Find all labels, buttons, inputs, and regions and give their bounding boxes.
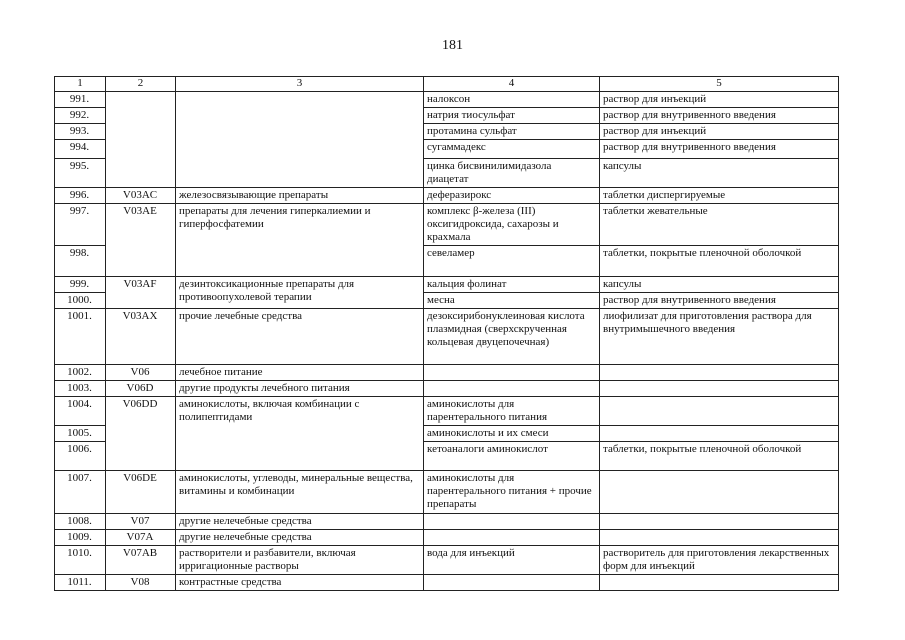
atc-code: V07 <box>106 514 176 530</box>
dosage-form: таблетки, покрытые пленочной оболочкой <box>600 442 839 471</box>
column-header: 2 <box>106 77 176 92</box>
drug-name: комплекс β-железа (III) оксигидроксида, сахарозы и крахмала <box>424 204 600 246</box>
row-number: 1008. <box>55 514 106 530</box>
atc-code: V06DD <box>106 397 176 471</box>
table-row <box>55 514 839 530</box>
pharm-group: железосвязывающие препараты <box>176 188 424 204</box>
dosage-form: капсулы <box>600 277 839 293</box>
column-header: 1 <box>55 77 106 92</box>
row-number: 991. <box>55 92 106 108</box>
pharm-group: прочие лечебные средства <box>176 309 424 365</box>
row-number: 999. <box>55 277 106 293</box>
dosage-form <box>600 397 839 426</box>
atc-code: V08 <box>106 575 176 591</box>
row-number: 1000. <box>55 293 106 309</box>
column-header: 4 <box>424 77 600 92</box>
drug-table <box>54 76 839 591</box>
pharm-group <box>176 92 424 188</box>
drug-name: деферазирокс <box>424 188 600 204</box>
page-number: 181 <box>442 38 463 53</box>
row-number: 1010. <box>55 546 106 575</box>
dosage-form: таблетки жевательные <box>600 204 839 246</box>
dosage-form <box>600 514 839 530</box>
row-number: 995. <box>55 159 106 188</box>
drug-name <box>424 575 600 591</box>
dosage-form: растворитель для приготовления лекарственных форм для инъекций <box>600 546 839 575</box>
row-number: 1004. <box>55 397 106 426</box>
table-row <box>55 365 839 381</box>
dosage-form <box>600 471 839 514</box>
dosage-form <box>600 365 839 381</box>
drug-name: месна <box>424 293 600 309</box>
drug-name <box>424 381 600 397</box>
row-number: 996. <box>55 188 106 204</box>
dosage-form <box>600 426 839 442</box>
atc-code <box>106 92 176 188</box>
atc-code: V06D <box>106 381 176 397</box>
drug-name: аминокислоты для парентерального питания + прочие препараты <box>424 471 600 514</box>
drug-name: кальция фолинат <box>424 277 600 293</box>
atc-code: V07A <box>106 530 176 546</box>
table-row <box>55 277 839 293</box>
drug-name: аминокислоты и их смеси <box>424 426 600 442</box>
pharm-group: аминокислоты, включая комбинации с полипептидами <box>176 397 424 471</box>
dosage-form: раствор для внутривенного введения <box>600 140 839 159</box>
row-number: 1005. <box>55 426 106 442</box>
drug-name <box>424 530 600 546</box>
dosage-form: лиофилизат для приготовления раствора для внутримышечного введения <box>600 309 839 365</box>
column-header: 3 <box>176 77 424 92</box>
atc-code: V03AE <box>106 204 176 277</box>
pharm-group: другие продукты лечебного питания <box>176 381 424 397</box>
dosage-form: капсулы <box>600 159 839 188</box>
drug-name: кетоаналоги аминокислот <box>424 442 600 471</box>
row-number: 1011. <box>55 575 106 591</box>
pharm-group: препараты для лечения гиперкалиемии и гиперфосфатемии <box>176 204 424 277</box>
atc-code: V06 <box>106 365 176 381</box>
dosage-form: раствор для внутривенного введения <box>600 108 839 124</box>
column-header: 5 <box>600 77 839 92</box>
table-body <box>55 92 839 591</box>
row-number: 1003. <box>55 381 106 397</box>
drug-name: натрия тиосульфат <box>424 108 600 124</box>
pharm-group: лечебное питание <box>176 365 424 381</box>
table-row <box>55 530 839 546</box>
drug-name: дезоксирибонуклеиновая кислота плазмидная (сверхскрученная кольцевая двуцепочечная) <box>424 309 600 365</box>
row-number: 998. <box>55 246 106 277</box>
table-row <box>55 397 839 426</box>
atc-code: V06DE <box>106 471 176 514</box>
atc-code: V03AC <box>106 188 176 204</box>
row-number: 994. <box>55 140 106 159</box>
row-number: 1009. <box>55 530 106 546</box>
atc-code: V03AX <box>106 309 176 365</box>
dosage-form <box>600 575 839 591</box>
table-row <box>55 575 839 591</box>
dosage-form: раствор для внутривенного введения <box>600 293 839 309</box>
pharm-group: дезинтоксикационные препараты для противоопухолевой терапии <box>176 277 424 309</box>
pharm-group: другие нелечебные средства <box>176 514 424 530</box>
pharm-group: другие нелечебные средства <box>176 530 424 546</box>
drug-name: налоксон <box>424 92 600 108</box>
pharm-group: аминокислоты, углеводы, минеральные вещества, витамины и комбинации <box>176 471 424 514</box>
row-number: 1006. <box>55 442 106 471</box>
drug-name: сугаммадекс <box>424 140 600 159</box>
table-row <box>55 204 839 246</box>
dosage-form: таблетки диспергируемые <box>600 188 839 204</box>
pharm-group: растворители и разбавители, включая ирригационные растворы <box>176 546 424 575</box>
row-number: 992. <box>55 108 106 124</box>
drug-name: севеламер <box>424 246 600 277</box>
row-number: 997. <box>55 204 106 246</box>
table-row <box>55 188 839 204</box>
atc-code: V07AB <box>106 546 176 575</box>
dosage-form: раствор для инъекций <box>600 92 839 108</box>
drug-name: цинка бисвинилимидазола диацетат <box>424 159 600 188</box>
table-row <box>55 92 839 108</box>
drug-name: вода для инъекций <box>424 546 600 575</box>
row-number: 1002. <box>55 365 106 381</box>
drug-name: протамина сульфат <box>424 124 600 140</box>
pharm-group: контрастные средства <box>176 575 424 591</box>
table-row <box>55 381 839 397</box>
table-row <box>55 471 839 514</box>
atc-code: V03AF <box>106 277 176 309</box>
dosage-form: таблетки, покрытые пленочной оболочкой <box>600 246 839 277</box>
drug-name: аминокислоты для парентерального питания <box>424 397 600 426</box>
row-number: 993. <box>55 124 106 140</box>
table-row <box>55 309 839 365</box>
row-number: 1001. <box>55 309 106 365</box>
dosage-form: раствор для инъекций <box>600 124 839 140</box>
row-number: 1007. <box>55 471 106 514</box>
drug-name <box>424 365 600 381</box>
drug-name <box>424 514 600 530</box>
dosage-form <box>600 530 839 546</box>
table-row <box>55 546 839 575</box>
dosage-form <box>600 381 839 397</box>
header-row <box>55 77 839 92</box>
